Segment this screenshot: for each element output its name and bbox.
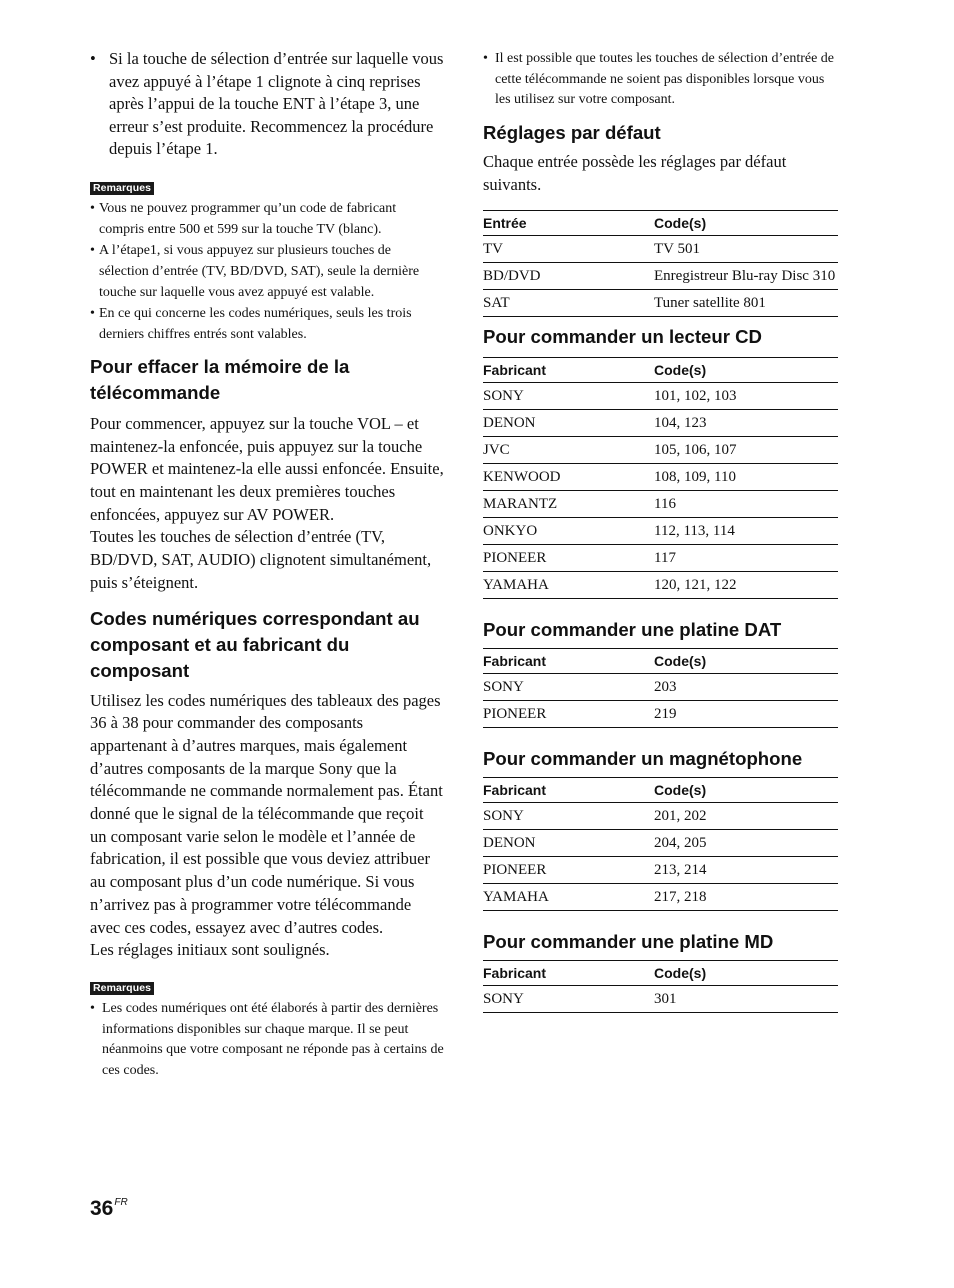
- section-title-tape: Pour commander un magnétophone: [483, 747, 803, 769]
- remarques-label: Remarques: [90, 182, 154, 195]
- list-item: [90, 999, 444, 1082]
- table-header-row: [483, 960, 838, 985]
- column-header: Code(s): [654, 648, 838, 673]
- cell-codes: 120, 121, 122: [654, 571, 838, 598]
- bullet-dot: •: [90, 306, 95, 322]
- table-header-row: [483, 210, 838, 235]
- table-row: [483, 289, 838, 316]
- page-number: [90, 1197, 128, 1221]
- cell-name: SONY: [483, 382, 654, 409]
- cell-codes: Enregistreur Blu-ray Disc 310: [654, 262, 838, 289]
- cell-name: PIONEER: [483, 544, 654, 571]
- table-header-row: [483, 357, 838, 382]
- cell-name: ONKYO: [483, 517, 654, 544]
- table-row: [483, 382, 838, 409]
- dat-table: [483, 648, 838, 728]
- note-text: A l’étape1, si vous appuyez sur plusieurs touches de sélection d’entrée (TV, BD/DVD, SAT), seule la dernière touche sur laquelle vous avez appuyé est valable.: [99, 243, 420, 300]
- section-title-reglages: Réglages par défaut: [483, 122, 661, 144]
- cell-name: SAT: [483, 289, 654, 316]
- page-number-value: 36: [90, 1197, 114, 1220]
- list-item: [90, 199, 444, 240]
- cell-codes: 204, 205: [654, 829, 838, 856]
- column-header: Code(s): [654, 357, 838, 382]
- table-row: [483, 571, 838, 598]
- top-note-text: Il est possible que toutes les touches de sélection d’entrée de cette télécommande ne soient pas disponibles lorsque vous les utilisez sur votre composant.: [495, 51, 835, 108]
- table-row: [483, 262, 838, 289]
- effacer-paragraph-1: Pour commencer, appuyez sur la touche VOL – et maintenez-la enfoncée, puis appuyez sur la touche POWER et maintenez-la elle aussi enfoncée. Ensuite, tout en maintenant les deux premières touches enfoncées, appuyez sur AV POWER.: [90, 413, 444, 524]
- list-item: • Il est possible que toutes les touches de sélection d’entrée de cette télécommande ne soient pas disponibles lorsque vous les utilisez sur votre composant.: [483, 51, 835, 108]
- tape-table: [483, 777, 838, 911]
- bullet-dot: •: [90, 1000, 95, 1016]
- cell-codes: 219: [654, 700, 838, 727]
- note-text: Les codes numériques ont été élaborés à partir des dernières informations disponibles sur chaque marque. Il se peut néanmoins que votre composant ne réponde pas à certains de ces codes.: [102, 1000, 444, 1079]
- cell-name: SONY: [483, 802, 654, 829]
- table-row: [483, 463, 838, 490]
- column-header: Code(s): [654, 960, 838, 985]
- cd-table: [483, 357, 838, 599]
- table-row: [483, 802, 838, 829]
- codes-paragraph-1: Utilisez les codes numériques des tableaux des pages 36 à 38 pour commander des composants appartenant à d’autres marques, mais également d’autres composants de la marque Sony que la télécommande ne commande normalement pas. Étant donné que le signal de la télécommande que reçoit un composant varie selon le modèle et l’année de fabrication, il est possible que vous deviez attribuer au composant plus d’un code numérique. Si vous n’arrivez pas à programmer votre télécommande avec ces codes, essayez avec d’autres codes.: [90, 690, 443, 937]
- cell-name: DENON: [483, 409, 654, 436]
- cell-name: DENON: [483, 829, 654, 856]
- table-row: [483, 985, 838, 1012]
- column-header: Code(s): [654, 777, 838, 802]
- note-text: En ce qui concerne les codes numériques, seuls les trois derniers chiffres entrés sont valables.: [99, 306, 412, 343]
- section-title-dat: Pour commander une platine DAT: [483, 618, 782, 640]
- cell-codes: 104, 123: [654, 409, 838, 436]
- cell-name: PIONEER: [483, 700, 654, 727]
- section-title-md: Pour commander une platine MD: [483, 930, 774, 952]
- column-header: Entrée: [483, 210, 654, 235]
- error-bullet-text: Si la touche de sélection d’entrée sur laquelle vous avez appuyé à l’étape 1 clignote à cinq reprises après l’appui de la touche ENT à l’étape 3, une erreur s’est produite. Recommencez la procédure depuis l’étape 1.: [109, 49, 444, 159]
- table-row: [483, 673, 838, 700]
- cell-name: BD/DVD: [483, 262, 654, 289]
- cell-codes: 217, 218: [654, 883, 838, 910]
- reglages-intro: Chaque entrée possède les réglages par défaut suivants.: [483, 152, 787, 194]
- cell-codes: TV 501: [654, 235, 838, 262]
- table-row: [483, 409, 838, 436]
- cell-name: SONY: [483, 985, 654, 1012]
- cell-codes: 105, 106, 107: [654, 436, 838, 463]
- page-lang: FR: [114, 1197, 128, 1208]
- reglages-table: [483, 210, 838, 317]
- table-row: [483, 829, 838, 856]
- cell-codes: 101, 102, 103: [654, 382, 838, 409]
- section-title-codes: Codes numériques correspondant au composant et au fabricant du composant: [90, 607, 420, 681]
- cell-codes: 116: [654, 490, 838, 517]
- md-table: [483, 960, 838, 1013]
- section-title-effacer: Pour effacer la mémoire de la télécommande: [90, 355, 350, 403]
- cell-codes: 112, 113, 114: [654, 517, 838, 544]
- cell-codes: 203: [654, 673, 838, 700]
- cell-name: KENWOOD: [483, 463, 654, 490]
- bullet-dot: •: [90, 243, 95, 259]
- table-header-row: [483, 777, 838, 802]
- column-header: Fabricant: [483, 357, 654, 382]
- codes-paragraph-2: Les réglages initiaux sont soulignés.: [90, 940, 330, 960]
- cell-name: MARANTZ: [483, 490, 654, 517]
- table-row: [483, 490, 838, 517]
- list-item: [90, 304, 444, 345]
- error-bullet: [90, 48, 444, 161]
- column-header: Fabricant: [483, 648, 654, 673]
- section-title-cd: Pour commander un lecteur CD: [483, 325, 762, 347]
- column-header: Fabricant: [483, 777, 654, 802]
- cell-name: YAMAHA: [483, 883, 654, 910]
- list-item: [90, 241, 444, 303]
- cell-name: JVC: [483, 436, 654, 463]
- cell-codes: 213, 214: [654, 856, 838, 883]
- right-column: [483, 49, 838, 1013]
- table-row: [483, 544, 838, 571]
- remarques-label: Remarques: [90, 982, 154, 995]
- note-text: Vous ne pouvez programmer qu’un code de fabricant compris entre 500 et 599 sur la touche TV (blanc).: [99, 200, 397, 237]
- column-header: Code(s): [654, 210, 838, 235]
- table-header-row: [483, 648, 838, 673]
- remarques-list: [90, 999, 444, 1082]
- bullet-dot: •: [90, 49, 96, 68]
- cell-name: YAMAHA: [483, 571, 654, 598]
- cell-codes: 117: [654, 544, 838, 571]
- effacer-paragraph-2: Toutes les touches de sélection d’entrée (TV, BD/DVD, SAT, AUDIO) clignotent simultanément, puis s’éteignent.: [90, 527, 432, 592]
- bullet-dot: •: [90, 200, 95, 216]
- column-header: Fabricant: [483, 960, 654, 985]
- table-row: [483, 700, 838, 727]
- table-row: [483, 856, 838, 883]
- cell-codes: 201, 202: [654, 802, 838, 829]
- table-row: [483, 436, 838, 463]
- cell-codes: 301: [654, 985, 838, 1012]
- cell-name: SONY: [483, 673, 654, 700]
- remarques-list: [90, 199, 444, 346]
- cell-name: PIONEER: [483, 856, 654, 883]
- cell-name: TV: [483, 235, 654, 262]
- top-note: [483, 49, 838, 111]
- table-row: [483, 883, 838, 910]
- cell-codes: 108, 109, 110: [654, 463, 838, 490]
- cell-codes: Tuner satellite 801: [654, 289, 838, 316]
- table-row: [483, 235, 838, 262]
- table-row: [483, 517, 838, 544]
- left-column: [90, 48, 444, 1083]
